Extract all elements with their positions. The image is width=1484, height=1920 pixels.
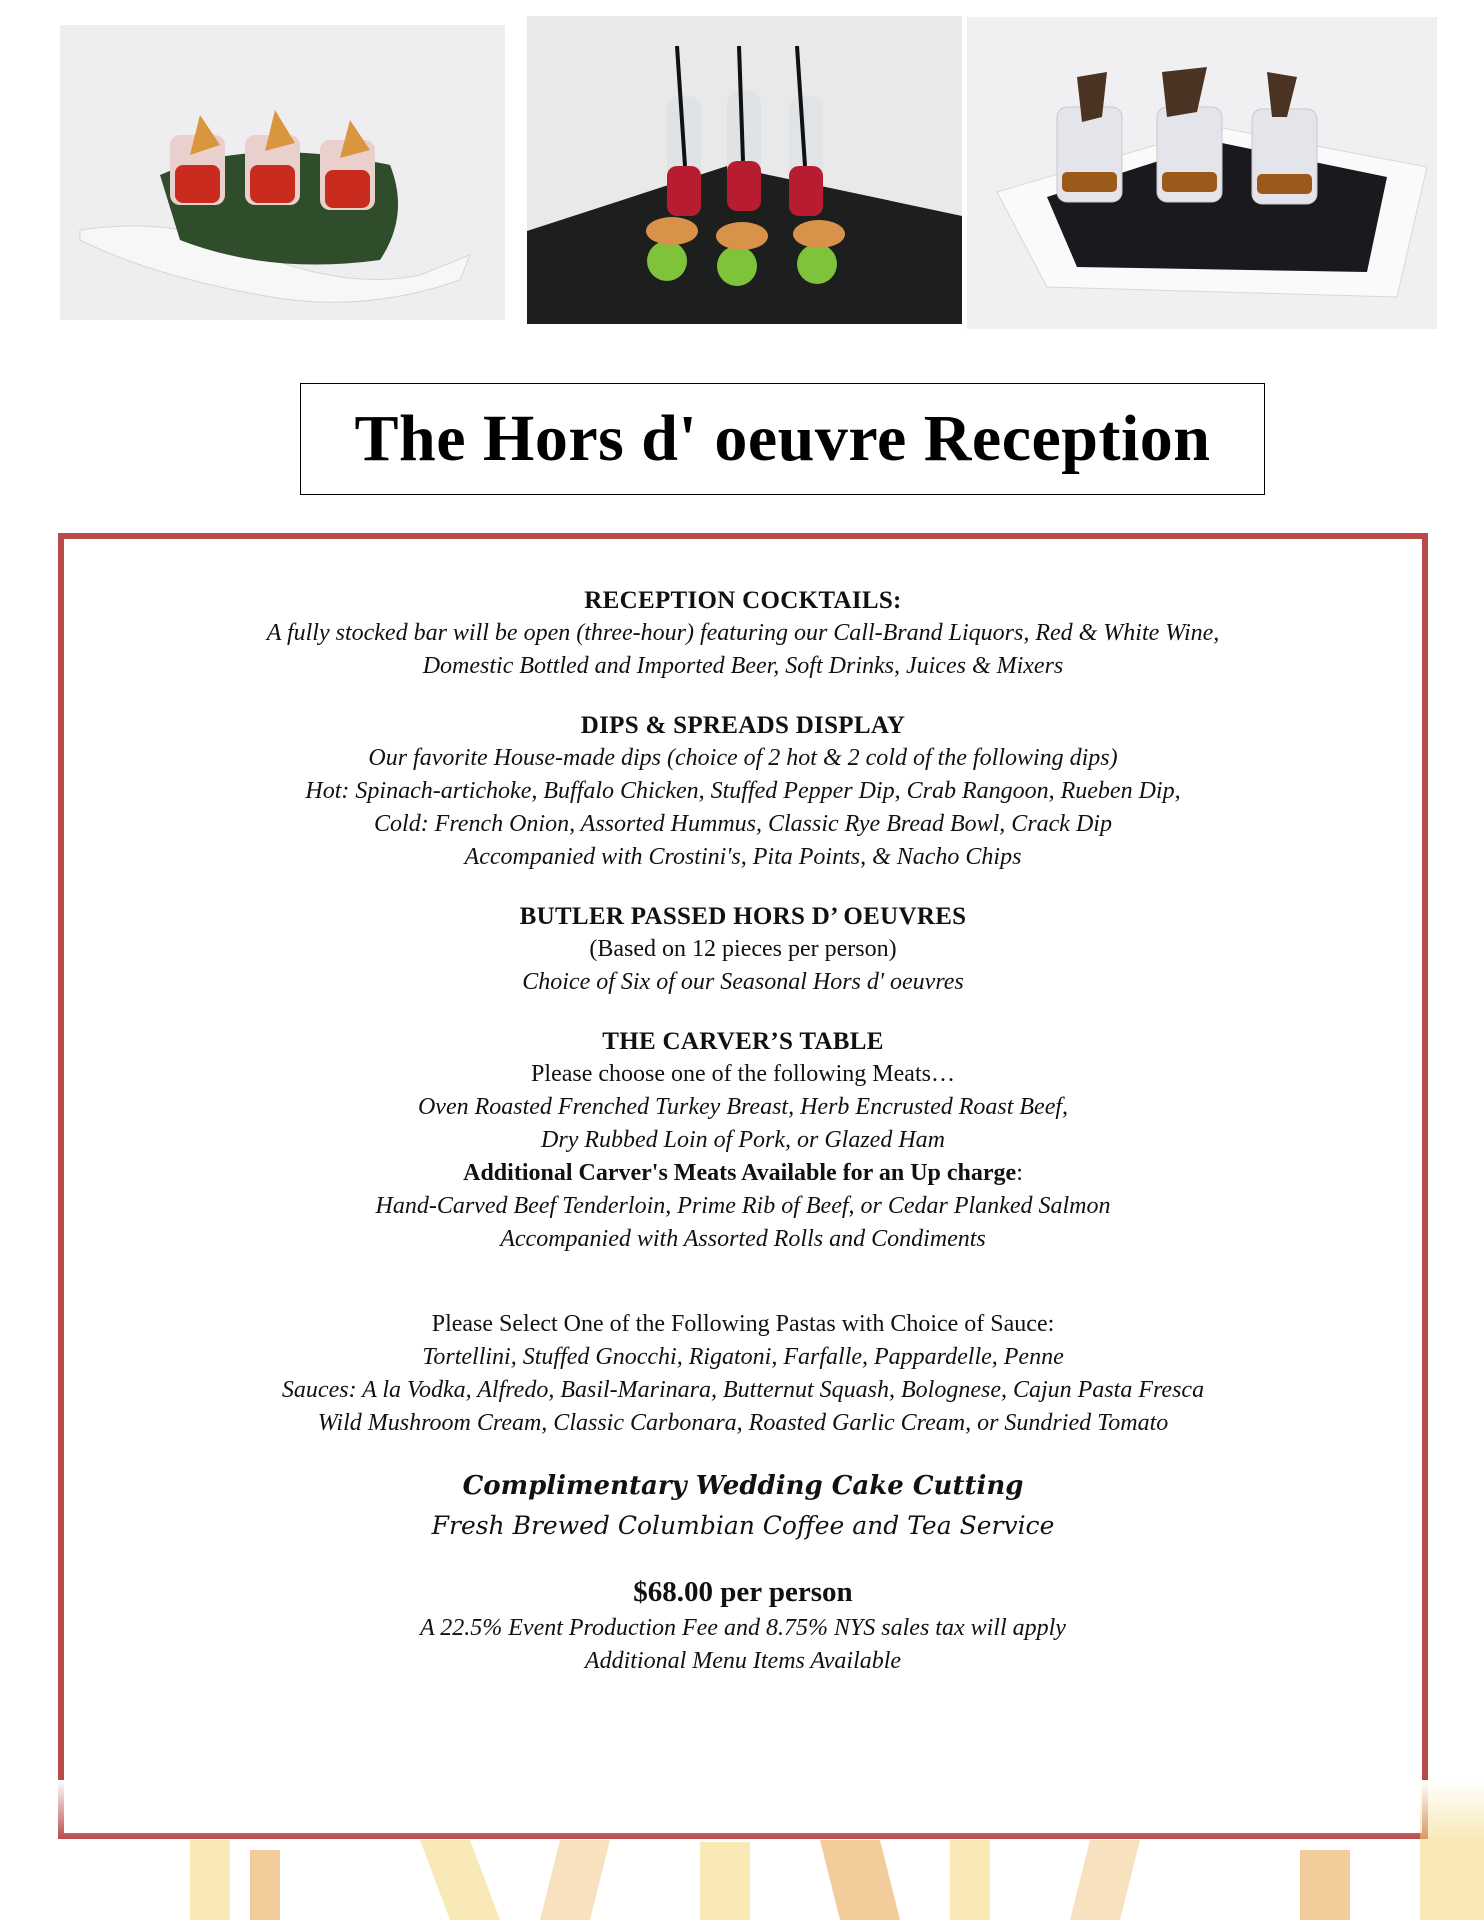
tomato-soup-shooters-photo [60,25,505,320]
carver-upcharge-colon: : [1016,1160,1023,1186]
cocktails-line: A fully stocked bar will be open (three-hour) featuring our Call-Brand Liquors, Red & White Wine, [266,620,1220,646]
cake-cutting: Complimentary Wedding Cake Cutting [462,1471,1024,1501]
title-box [300,383,1265,495]
butler-section [64,900,1422,999]
carver-upcharge [64,1157,1422,1190]
additional-note: Additional Menu Items Available [584,1648,902,1674]
butler-basis: (Based on 12 pieces per person) [589,936,897,962]
carver-upcharge-label: Additional Carver's Meats Available for an Up charge [463,1160,1017,1186]
carver-meat-line: Dry Rubbed Loin of Pork, or Glazed Ham [541,1127,945,1153]
carver-intro: Please choose one of the following Meats… [531,1061,955,1087]
dessert-jars-photo [967,17,1437,329]
decorative-bottom-art [0,1780,1484,1920]
pasta-section [64,1308,1422,1440]
fee-note: A 22.5% Event Production Fee and 8.75% NYS sales tax will apply [420,1615,1066,1641]
cocktails-line: Domestic Bottled and Imported Beer, Soft Drinks, Juices & Mixers [422,653,1064,679]
menu-frame [58,533,1428,1839]
butler-heading: BUTLER PASSED HORS D’ OEUVRES [519,903,967,930]
carver-heading: THE CARVER’S TABLE [602,1028,884,1055]
pasta-line: Wild Mushroom Cream, Classic Carbonara, Roasted Garlic Cream, or Sundried Tomato [317,1410,1169,1436]
carver-upcharge-items: Hand-Carved Beef Tenderloin, Prime Rib of Beef, or Cedar Planked Salmon [375,1193,1111,1219]
carver-accompaniment: Accompanied with Assorted Rolls and Condiments [500,1226,986,1252]
cocktails-section [64,584,1422,683]
page-title: The Hors d' oeuvre Reception [354,402,1211,475]
pasta-line: Tortellini, Stuffed Gnocchi, Rigatoni, Farfalle, Pappardelle, Penne [422,1344,1064,1370]
pricing-section [64,1572,1422,1678]
menu-content [64,584,1422,1704]
carver-section [64,1025,1422,1256]
pasta-intro: Please Select One of the Following Pastas with Choice of Sauce: [431,1311,1055,1337]
dips-line: Cold: French Onion, Assorted Hummus, Classic Rye Bread Bowl, Crack Dip [374,811,1112,837]
dips-line: Our favorite House-made dips (choice of 2 hot & 2 cold of the following dips) [368,745,1118,771]
coffee-service: Fresh Brewed Columbian Coffee and Tea Service [431,1511,1055,1540]
dips-line: Hot: Spinach-artichoke, Buffalo Chicken, Stuffed Pepper Dip, Crab Rangoon, Rueben Dip, [305,778,1181,804]
carver-meat-line: Oven Roasted Frenched Turkey Breast, Herb Encrusted Roast Beef, [417,1094,1069,1120]
fish-taco-bottles-photo [527,16,962,324]
pasta-line: Sauces: A la Vodka, Alfredo, Basil-Marinara, Butternut Squash, Bolognese, Cajun Pasta Fresca [281,1377,1205,1403]
butler-choice: Choice of Six of our Seasonal Hors d' oeuvres [522,969,964,995]
cocktails-heading: RECEPTION COCKTAILS: [584,587,902,614]
dips-section [64,709,1422,874]
cake-section [64,1466,1422,1546]
dips-line: Accompanied with Crostini's, Pita Points, & Nacho Chips [464,844,1022,870]
dips-heading: DIPS & SPREADS DISPLAY [580,712,906,739]
price: $68.00 per person [633,1576,853,1608]
